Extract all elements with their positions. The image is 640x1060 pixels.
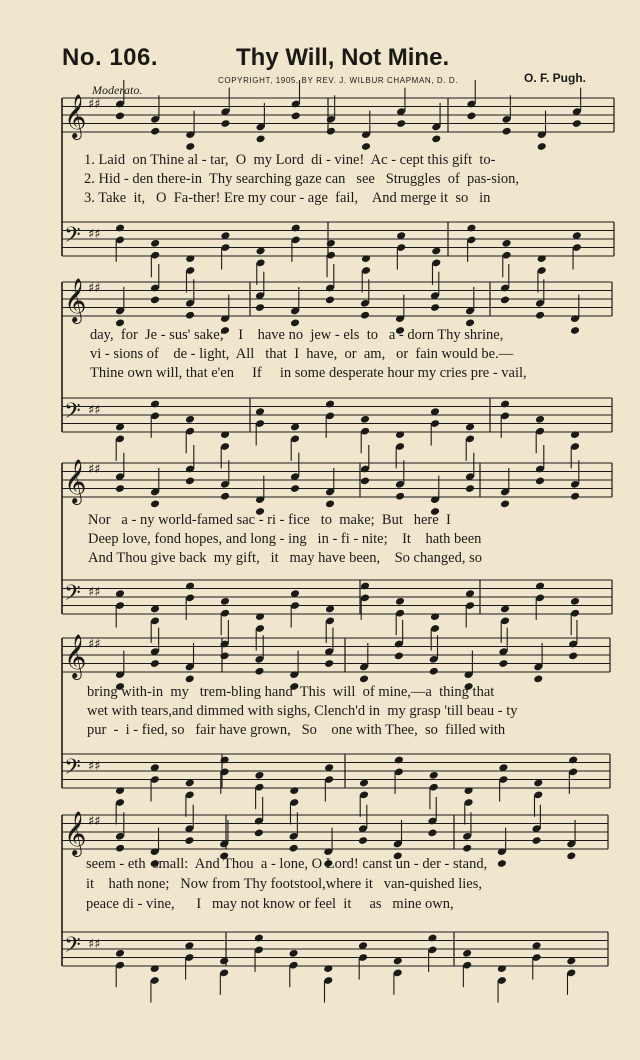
- lyric-line: Thine own will, that e'en If in some desperate hour my cries pre - vail,: [90, 365, 527, 381]
- note-head: [395, 597, 405, 606]
- note-head: [220, 492, 230, 501]
- note-head: [465, 318, 475, 327]
- note-head: [256, 134, 266, 143]
- note-head: [358, 836, 368, 845]
- note-head: [115, 484, 125, 493]
- note-head: [500, 295, 510, 304]
- lyric-line: Deep love, fond hopes, and long - ing in - fi - nite; It hath been: [88, 531, 482, 547]
- key-signature-sharp-icon: ♯♯: [88, 937, 101, 952]
- note-head: [150, 400, 160, 409]
- note-head: [462, 949, 472, 958]
- note-head: [324, 659, 334, 668]
- tempo-marking: Moderato.: [92, 83, 143, 97]
- key-signature-sharp-icon: ♯♯: [88, 462, 101, 477]
- note-head: [466, 224, 476, 233]
- note-head: [498, 659, 508, 668]
- note-head: [535, 311, 545, 320]
- note-head: [429, 667, 439, 676]
- note-head: [570, 492, 580, 501]
- note-head: [254, 934, 264, 943]
- note-head: [502, 127, 512, 136]
- note-head: [360, 415, 370, 424]
- note-head: [150, 295, 160, 304]
- note-head: [254, 771, 264, 780]
- lyric-line: it hath none; Now from Thy footstool,where it van-quished lies,: [86, 876, 483, 892]
- note-head: [532, 836, 542, 845]
- note-head: [255, 303, 265, 312]
- note-head: [326, 127, 336, 136]
- note-head: [466, 111, 476, 120]
- note-head: [533, 674, 543, 683]
- note-head: [500, 400, 510, 409]
- note-head: [535, 415, 545, 424]
- lyric-line: peace di - vine, I may not know or feel it as mine own,: [86, 896, 454, 912]
- lyric-line: seem - eth small: And Thou a - lone, O Lord! canst un - der - stand,: [86, 856, 488, 872]
- treble-clef-icon: 𝄞: [64, 278, 87, 322]
- lyric-line: pur - i - fied, so fair have grown, So one with Thee, so filled with: [87, 722, 506, 738]
- note-head: [115, 844, 125, 853]
- lyric-line: 2. Hid - den there-in Thy searching gaze can see Struggles of pas-sion,: [84, 171, 520, 187]
- note-head: [291, 111, 301, 120]
- note-head: [568, 756, 578, 765]
- hymn-title: Thy Will, Not Mine.: [236, 44, 450, 71]
- key-signature-sharp-icon: ♯♯: [88, 585, 101, 600]
- key-signature-sharp-icon: ♯♯: [88, 637, 101, 652]
- key-signature-sharp-icon: ♯♯: [88, 97, 101, 112]
- lyric-line: bring with-in my trem-bling hand This will of mine,—a thing that: [87, 684, 495, 700]
- note-head: [465, 484, 475, 493]
- note-head: [185, 311, 195, 320]
- note-head: [220, 756, 230, 765]
- note-head: [427, 828, 437, 837]
- lyric-line: Nor a - ny world-famed sac - ri - fice to make; But here I: [88, 512, 451, 528]
- note-head: [396, 119, 406, 128]
- note-head: [150, 127, 160, 136]
- lyric-line: 1. Laid on Thine al - tar, O my Lord di - vine! Ac - cept this gift to-: [84, 152, 496, 168]
- lyric-line: day, for Je - sus' sake; I have no jew - els to a - dorn Thy shrine,: [90, 327, 504, 343]
- note-head: [394, 756, 404, 765]
- note-head: [115, 224, 125, 233]
- treble-clef-icon: 𝄞: [64, 634, 87, 678]
- note-head: [395, 492, 405, 501]
- note-head: [289, 844, 299, 853]
- note-head: [150, 659, 160, 668]
- note-head: [361, 142, 371, 151]
- composer-credit: O. F. Pugh.: [524, 71, 586, 85]
- note-head: [535, 476, 545, 485]
- note-head: [537, 142, 547, 151]
- note-head: [185, 476, 195, 485]
- lyric-line: And Thou give back my gift, it may have been, So changed, so: [88, 550, 482, 566]
- treble-clef-icon: 𝄞: [64, 94, 87, 138]
- note-head: [220, 651, 230, 660]
- key-signature-sharp-icon: ♯♯: [88, 759, 101, 774]
- key-signature-sharp-icon: ♯♯: [88, 227, 101, 242]
- note-head: [291, 224, 301, 233]
- note-head: [394, 651, 404, 660]
- key-signature-sharp-icon: ♯♯: [88, 281, 101, 296]
- bass-clef-icon: 𝄢: [64, 581, 81, 611]
- note-head: [572, 119, 582, 128]
- note-head: [325, 295, 335, 304]
- note-head: [185, 142, 195, 151]
- copyright-line: COPYRIGHT, 1905, BY REV. J. WILBUR CHAPMAN, D. D.: [218, 76, 459, 85]
- key-signature-sharp-icon: ♯♯: [88, 403, 101, 418]
- note-head: [150, 239, 160, 248]
- note-head: [360, 476, 370, 485]
- note-head: [115, 949, 125, 958]
- note-head: [570, 597, 580, 606]
- note-head: [220, 597, 230, 606]
- note-head: [220, 119, 230, 128]
- note-head: [500, 499, 510, 508]
- note-head: [185, 415, 195, 424]
- lyric-line: wet with tears,and dimmed with sighs, Clench'd in my grasp 'till beau - ty: [87, 703, 518, 719]
- bass-clef-icon: 𝄢: [64, 399, 81, 429]
- hymn-number: No. 106.: [62, 44, 159, 71]
- bass-clef-icon: 𝄢: [64, 223, 81, 253]
- note-head: [254, 828, 264, 837]
- note-head: [185, 674, 195, 683]
- note-head: [325, 400, 335, 409]
- note-head: [290, 318, 300, 327]
- note-head: [150, 499, 160, 508]
- note-head: [462, 844, 472, 853]
- treble-clef-icon: 𝄞: [64, 811, 87, 855]
- treble-clef-icon: 𝄞: [64, 459, 87, 503]
- note-head: [360, 582, 370, 591]
- note-head: [325, 499, 335, 508]
- bass-clef-icon: 𝄢: [64, 933, 81, 963]
- note-head: [359, 674, 369, 683]
- note-head: [502, 239, 512, 248]
- note-head: [115, 318, 125, 327]
- note-head: [290, 484, 300, 493]
- note-head: [326, 239, 336, 248]
- bass-clef-icon: 𝄢: [64, 755, 81, 785]
- note-head: [568, 651, 578, 660]
- note-head: [535, 582, 545, 591]
- note-head: [254, 667, 264, 676]
- lyric-line: 3. Take it, O Fa-ther! Ere my cour - age fail, And merge it so in: [84, 190, 491, 206]
- note-head: [185, 582, 195, 591]
- note-head: [184, 836, 194, 845]
- note-head: [431, 134, 441, 143]
- note-head: [430, 303, 440, 312]
- note-head: [427, 934, 437, 943]
- note-head: [429, 771, 439, 780]
- lyric-line: vi - sions of de - light, All that I have, or am, or fain would be.—: [90, 346, 514, 362]
- note-head: [360, 311, 370, 320]
- note-head: [289, 949, 299, 958]
- note-head: [115, 111, 125, 120]
- key-signature-sharp-icon: ♯♯: [88, 814, 101, 829]
